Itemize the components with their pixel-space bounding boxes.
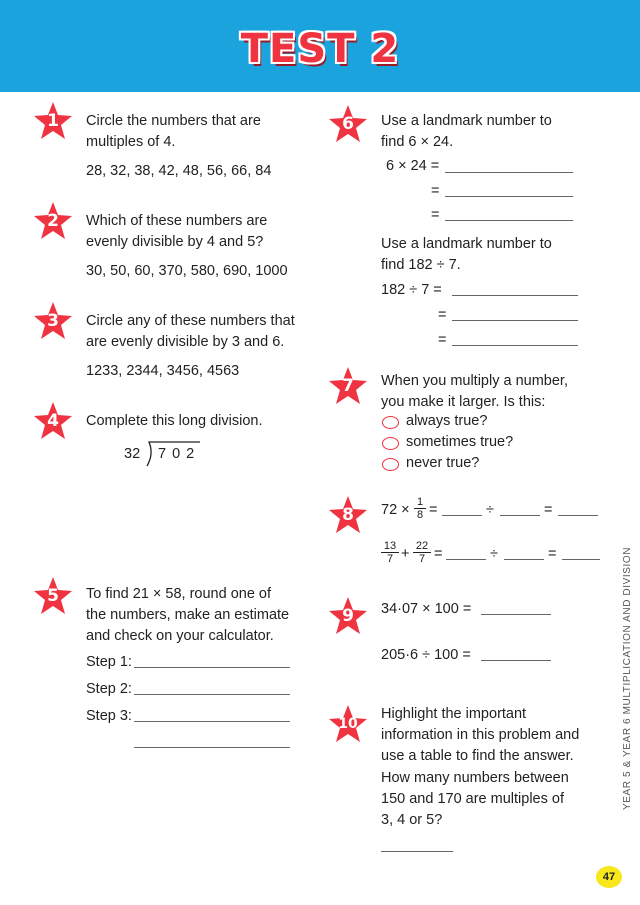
q7-option3-label: never true? — [406, 455, 480, 471]
q6-equals: = — [431, 183, 440, 199]
question-9-badge — [328, 596, 368, 636]
q7-option1-label: always true? — [406, 413, 488, 429]
q10-text-line6: 3, 4 or 5? — [381, 812, 443, 828]
q8-equals: = — [434, 546, 443, 562]
q6-answer-line3[interactable] — [445, 220, 573, 221]
q7-text-line2: you make it larger. Is this: — [381, 394, 546, 410]
q10-text-line5: 150 and 170 are multiples of — [381, 791, 564, 807]
q6-equals: = — [431, 207, 440, 223]
question-number: 4 — [47, 411, 59, 431]
question-number: 8 — [342, 505, 354, 525]
question-number: 2 — [47, 211, 59, 231]
q5-step1-label: Step 1: — [86, 654, 132, 670]
question-10-badge — [328, 704, 368, 744]
q2-text-line2: evenly divisible by 4 and 5? — [86, 234, 264, 250]
q8-row1-answer-line2[interactable] — [500, 515, 540, 516]
q8-equals: = — [544, 502, 553, 518]
q8-equals: = — [429, 502, 438, 518]
fraction-denominator: 7 — [418, 553, 426, 565]
q8-fraction-13-7 — [381, 540, 399, 565]
q7-option1-radio[interactable] — [382, 416, 399, 429]
q1-text-line1: Circle the numbers that are — [86, 113, 261, 129]
q8-row2-answer-line3[interactable] — [562, 559, 600, 560]
question-number: 1 — [47, 111, 59, 131]
q1-numbers[interactable]: 28, 32, 38, 42, 48, 56, 66, 84 — [86, 163, 272, 179]
q8-divide: ÷ — [490, 546, 498, 562]
q6-text-line3: Use a landmark number to — [381, 236, 552, 252]
q8-fraction-22-7 — [413, 540, 431, 565]
q3-text-line1: Circle any of these numbers that — [86, 313, 295, 329]
q4-dividend: 7 0 2 — [158, 446, 196, 462]
question-8-badge — [328, 495, 368, 535]
q5-step2-label: Step 2: — [86, 681, 132, 697]
q8-row2-answer-line1[interactable] — [446, 559, 486, 560]
fraction-numerator: 22 — [415, 540, 429, 552]
question-5-badge — [33, 576, 73, 616]
q10-answer-line[interactable] — [381, 851, 453, 852]
fraction-denominator: 7 — [386, 553, 394, 565]
q7-option3-radio[interactable] — [382, 458, 399, 471]
q6-equals: = — [438, 332, 447, 348]
question-7-badge — [328, 366, 368, 406]
q5-text-line2: the numbers, make an estimate — [86, 607, 290, 623]
q6-answer-line2[interactable] — [445, 196, 573, 197]
q5-step2-answer-line[interactable] — [134, 694, 290, 695]
q5-step3-label: Step 3: — [86, 708, 132, 724]
q3-text-line2: are evenly divisible by 3 and 6. — [86, 334, 285, 350]
q6-equals: = — [438, 307, 447, 323]
q2-numbers[interactable]: 30, 50, 60, 370, 580, 690, 1000 — [86, 263, 288, 279]
fraction-numerator: 13 — [383, 540, 397, 552]
question-number: 5 — [47, 586, 59, 606]
q6-text-line4: find 182 ÷ 7. — [381, 257, 461, 273]
q5-step1-answer-line[interactable] — [134, 667, 290, 668]
question-4-badge — [33, 401, 73, 441]
q8-row1-answer-line3[interactable] — [558, 515, 598, 516]
question-3-badge — [33, 301, 73, 341]
q10-text-line2: information in this problem and — [381, 727, 580, 743]
q6-answer-line6[interactable] — [452, 345, 578, 346]
question-2-badge — [33, 201, 73, 241]
q7-option2-radio[interactable] — [382, 437, 399, 450]
q1-text-line2: multiples of 4. — [86, 134, 176, 150]
q9-answer-line2[interactable] — [481, 660, 551, 661]
q8-row1-answer-line1[interactable] — [442, 515, 482, 516]
question-number: 9 — [342, 606, 354, 626]
q8-plus: + — [401, 546, 410, 562]
question-6-badge — [328, 104, 368, 144]
q5-text-line1: To find 21 × 58, round one of — [86, 586, 272, 602]
side-running-title: YEAR 5 & YEAR 6 MULTIPLICATION AND DIVISION — [622, 546, 633, 810]
q2-text-line1: Which of these numbers are — [86, 213, 268, 229]
q8-divide: ÷ — [486, 502, 494, 518]
q7-text-line1: When you multiply a number, — [381, 373, 568, 389]
fraction-denominator: 8 — [416, 509, 424, 521]
question-number: 6 — [342, 114, 354, 134]
q7-option2-label: sometimes true? — [406, 434, 514, 450]
question-number: 10 — [338, 716, 358, 732]
q9-answer-line1[interactable] — [481, 614, 551, 615]
q6-equation1: 6 × 24 = — [386, 158, 440, 174]
q6-text-line2: find 6 × 24. — [381, 134, 454, 150]
question-number: 3 — [47, 311, 59, 331]
question-1-badge — [33, 101, 73, 141]
q6-answer-line1[interactable] — [445, 172, 573, 173]
q10-text-line1: Highlight the important — [381, 706, 527, 722]
q5-step3-extra-line[interactable] — [134, 747, 290, 748]
q9-equation1: 34·07 × 100 = — [381, 601, 472, 617]
q5-text-line3: and check on your calculator. — [86, 628, 274, 644]
q10-text-line3: use a table to find the answer. — [381, 748, 574, 764]
q6-answer-line5[interactable] — [452, 320, 578, 321]
q8-equals: = — [548, 546, 557, 562]
fraction-numerator: 1 — [416, 496, 424, 508]
question-number: 7 — [342, 376, 354, 396]
q4-text: Complete this long division. — [86, 413, 263, 429]
q6-equation2: 182 ÷ 7 = — [381, 282, 442, 298]
q5-step3-answer-line[interactable] — [134, 721, 290, 722]
q6-text-line1: Use a landmark number to — [381, 113, 552, 129]
q6-answer-line4[interactable] — [452, 295, 578, 296]
q3-numbers[interactable]: 1233, 2344, 3456, 4563 — [86, 363, 240, 379]
q9-equation2: 205·6 ÷ 100 = — [381, 647, 471, 663]
q10-text-line4: How many numbers between — [381, 770, 569, 786]
q8-row2-answer-line2[interactable] — [504, 559, 544, 560]
page-number-badge: 47 — [596, 866, 622, 888]
q8-fraction-1-8 — [414, 496, 426, 521]
q4-divisor: 32 — [124, 446, 141, 462]
q8-row1-lead: 72 × — [381, 502, 410, 518]
page-title: TEST 2 — [240, 26, 400, 72]
